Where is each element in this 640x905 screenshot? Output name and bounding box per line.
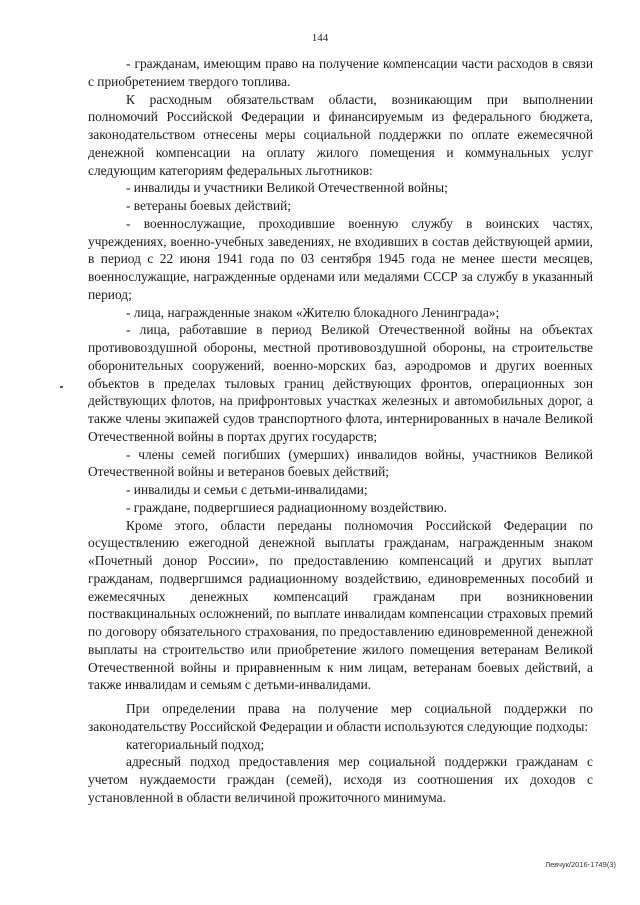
list-item: - гражданам, имеющим право на получение компенсации части расходов в связи с приобретением твердого топлива.: [88, 56, 593, 89]
page-number: 144: [311, 32, 329, 44]
paragraph: Кроме этого, области переданы полномочия Российской Федерации по осуществлению ежегодной денежной выплаты гражданам, награжденным знаком «Почетный донор России», по предоставлению компенсаций и других выплат гражданам, подвергшимся радиационному воздействию, единовременных пособий и ежемесячных денежных компенсаций гражданам при возникновении поствакцинальных осложнений, по выплате инвалидам компенсации страховых премий по договору обязательного страхования, по предоставлению единовременной денежной выплаты на строительство или приобретение жилого помещения ветеранам Великой Отечественной войны и приравненным к ним лицам, ветеранам боевых действий, а также инвалидам и семьям с детьми-инвалидами.: [88, 517, 593, 693]
list-item: - лица, награжденные знаком «Жителю блокадного Ленинграда»;: [126, 304, 500, 320]
list-item: - инвалиды и семьи с детьми-инвалидами;: [126, 482, 368, 497]
list-item: - военнослужащие, проходившие военную службу в воинских частях, учреждениях, военно-учебных заведениях, не входивших в состав действующей армии, в период с 22 июня 1941 года по 03 сентября 1945 года не менее шести месяцев, военнослужащие, награжденные орденами или медалями СССР за службу в указанный период;: [88, 215, 593, 302]
list-item: - инвалиды и участники Великой Отечественной войны;: [126, 180, 448, 196]
paragraph: При определении права на получение мер социальной поддержки по законодательству Российской Федерации и области используются следующие подходы:: [88, 701, 593, 734]
list-item: - лица, работавшие в период Великой Отечественной войны на объектах противовоздушной обороны, местной противовоздушной обороны, на строительстве оборонительных сооружений, военно-морских баз, аэродромов и других военных объектов в пределах тыловых границ действующих фронтов, операционных зон действующих флотов, на прифронтовых участках железных и автомобильных дорог, а также члены экипажей судов транспортного флота, интернированных в начале Великой Отечественной войны в портах других государств;: [88, 322, 593, 444]
list-item: - члены семей погибших (умерших) инвалидов войны, участников Великой Отечественной войны и ветеранов боевых действий;: [88, 446, 593, 480]
paragraph: К расходным обязательствам области, возникающим при выполнении полномочий Российской Федерации и финансируемым из федерального бюджета, законодательством отнесены меры социальной поддержки по оплате ежемесячной денежной компенсации на оплату жилого помещения и коммунальных услуг следующим категориям федеральных льготников:: [88, 91, 593, 178]
paragraph: категориальный подход;: [126, 736, 265, 752]
list-item: - ветераны боевых действий;: [126, 198, 292, 213]
footer-document-code: Левчук/2016-1749(3): [545, 860, 616, 869]
list-item: - граждане, подвергшиеся радиационному воздействию.: [126, 499, 448, 515]
paragraph: адресный подход предоставления мер социальной поддержки гражданам с учетом нуждаемости граждан (семей), исходя из соотношения их доходов с установленной в области величиной прожиточного минимума.: [88, 754, 593, 805]
document-body: [88, 55, 593, 807]
margin-mark: [60, 386, 63, 388]
